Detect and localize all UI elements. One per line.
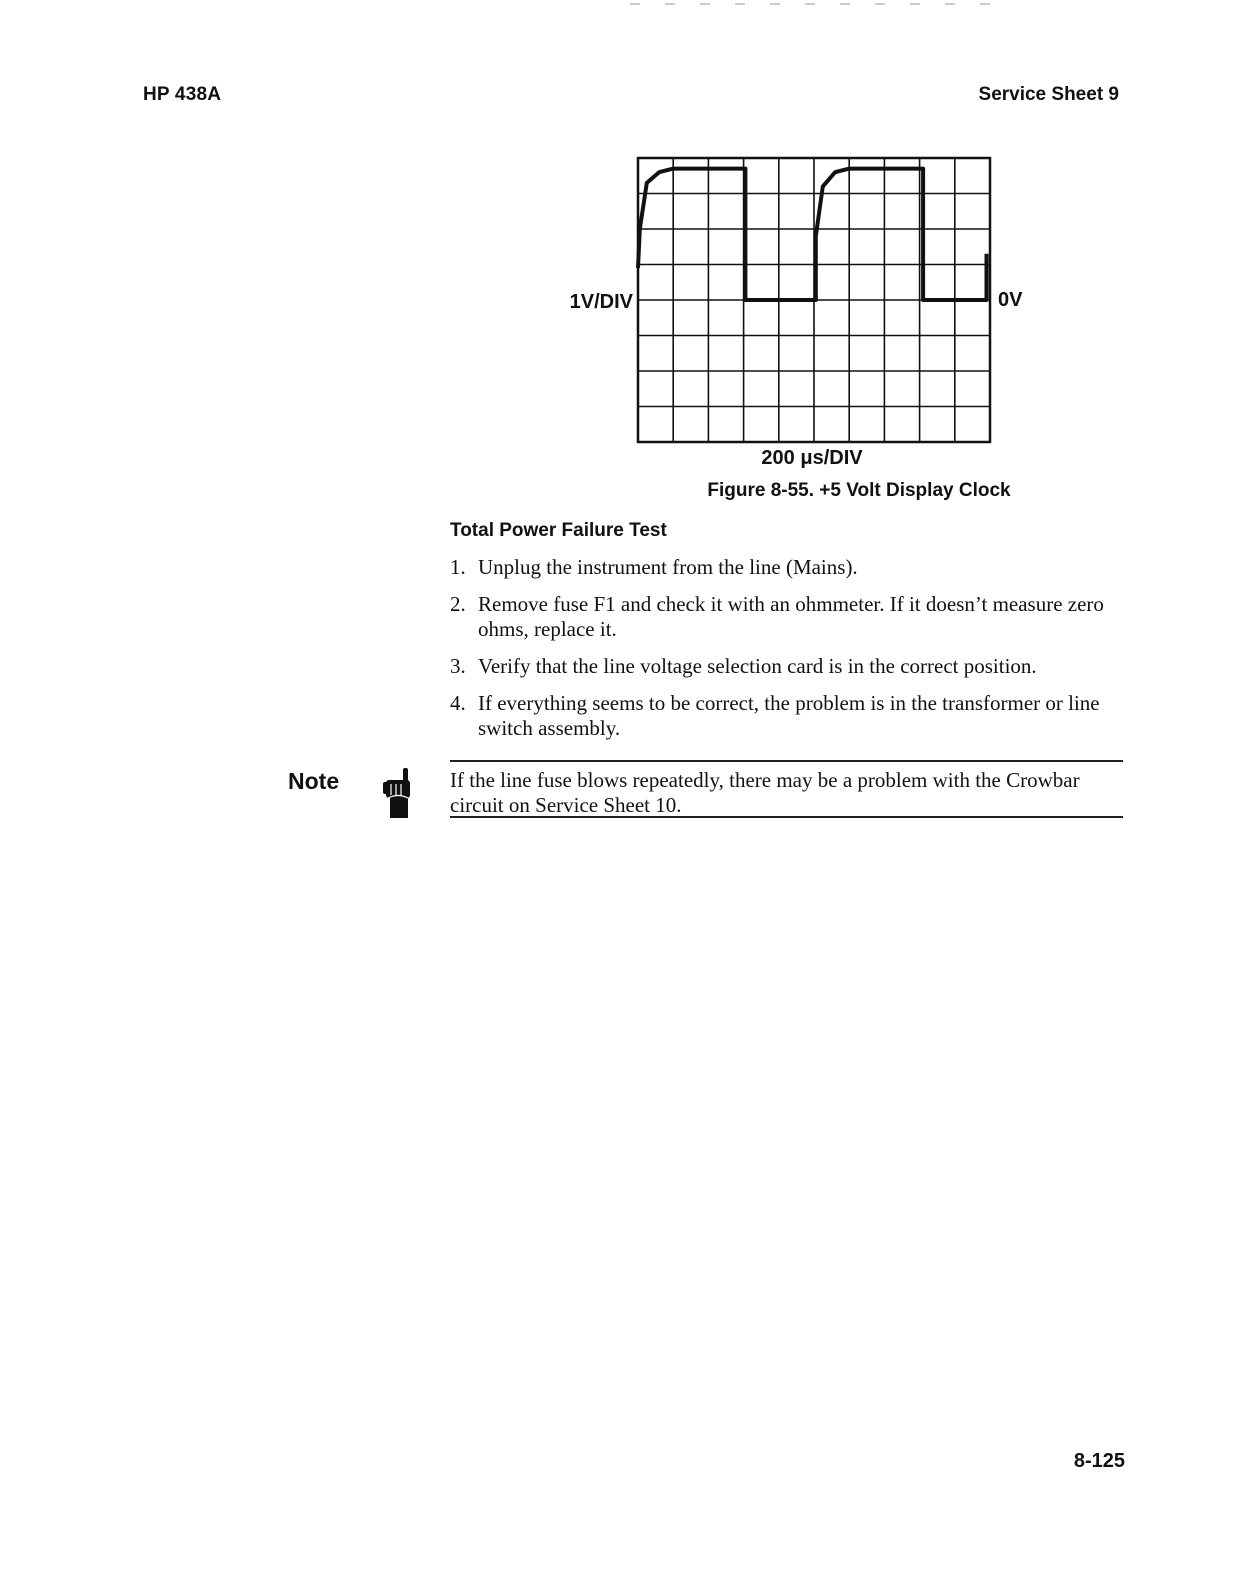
scan-artifact-dashes <box>630 0 1000 8</box>
vertical-scale-label: 1V/DIV <box>570 291 633 313</box>
section-heading: Total Power Failure Test <box>450 520 667 541</box>
note-text: If the line fuse blows repeatedly, there may be a problem with the Crowbar circuit on Service Sheet 10. <box>450 768 1080 817</box>
step-text: Verify that the line voltage selection card is in the correct position. <box>478 654 1037 678</box>
step-text: Unplug the instrument from the line (Mains). <box>478 555 858 579</box>
step-number: 2. <box>450 592 466 616</box>
header-model: HP 438A <box>143 84 222 105</box>
header-service-sheet: Service Sheet 9 <box>978 84 1119 105</box>
zero-volt-label: 0V <box>998 289 1023 311</box>
page-number: 8-125 <box>1073 1450 1125 1472</box>
step-number: 3. <box>450 654 466 678</box>
horizontal-scale-label: 200 μs/DIV <box>761 447 863 469</box>
step-text: If everything seems to be correct, the problem is in the transformer or line switch assembly. <box>478 691 1100 740</box>
step-number: 4. <box>450 691 466 715</box>
figure-caption: Figure 8-55. +5 Volt Display Clock <box>707 480 1011 501</box>
oscilloscope-graticule <box>570 150 1040 480</box>
procedure-step <box>450 654 1130 679</box>
pointing-hand-icon <box>382 768 418 820</box>
note-label: Note <box>288 768 340 794</box>
procedure-step <box>450 555 1130 580</box>
procedure-step <box>450 691 1130 741</box>
oscilloscope-figure <box>570 150 1040 480</box>
note-box <box>450 760 1123 818</box>
procedure-steps <box>450 555 1130 753</box>
step-text: Remove fuse F1 and check it with an ohmmeter. If it doesn’t measure zero ohms, replace it. <box>478 592 1104 641</box>
procedure-step <box>450 592 1130 642</box>
clock-waveform-trace <box>638 169 987 300</box>
step-number: 1. <box>450 555 466 579</box>
